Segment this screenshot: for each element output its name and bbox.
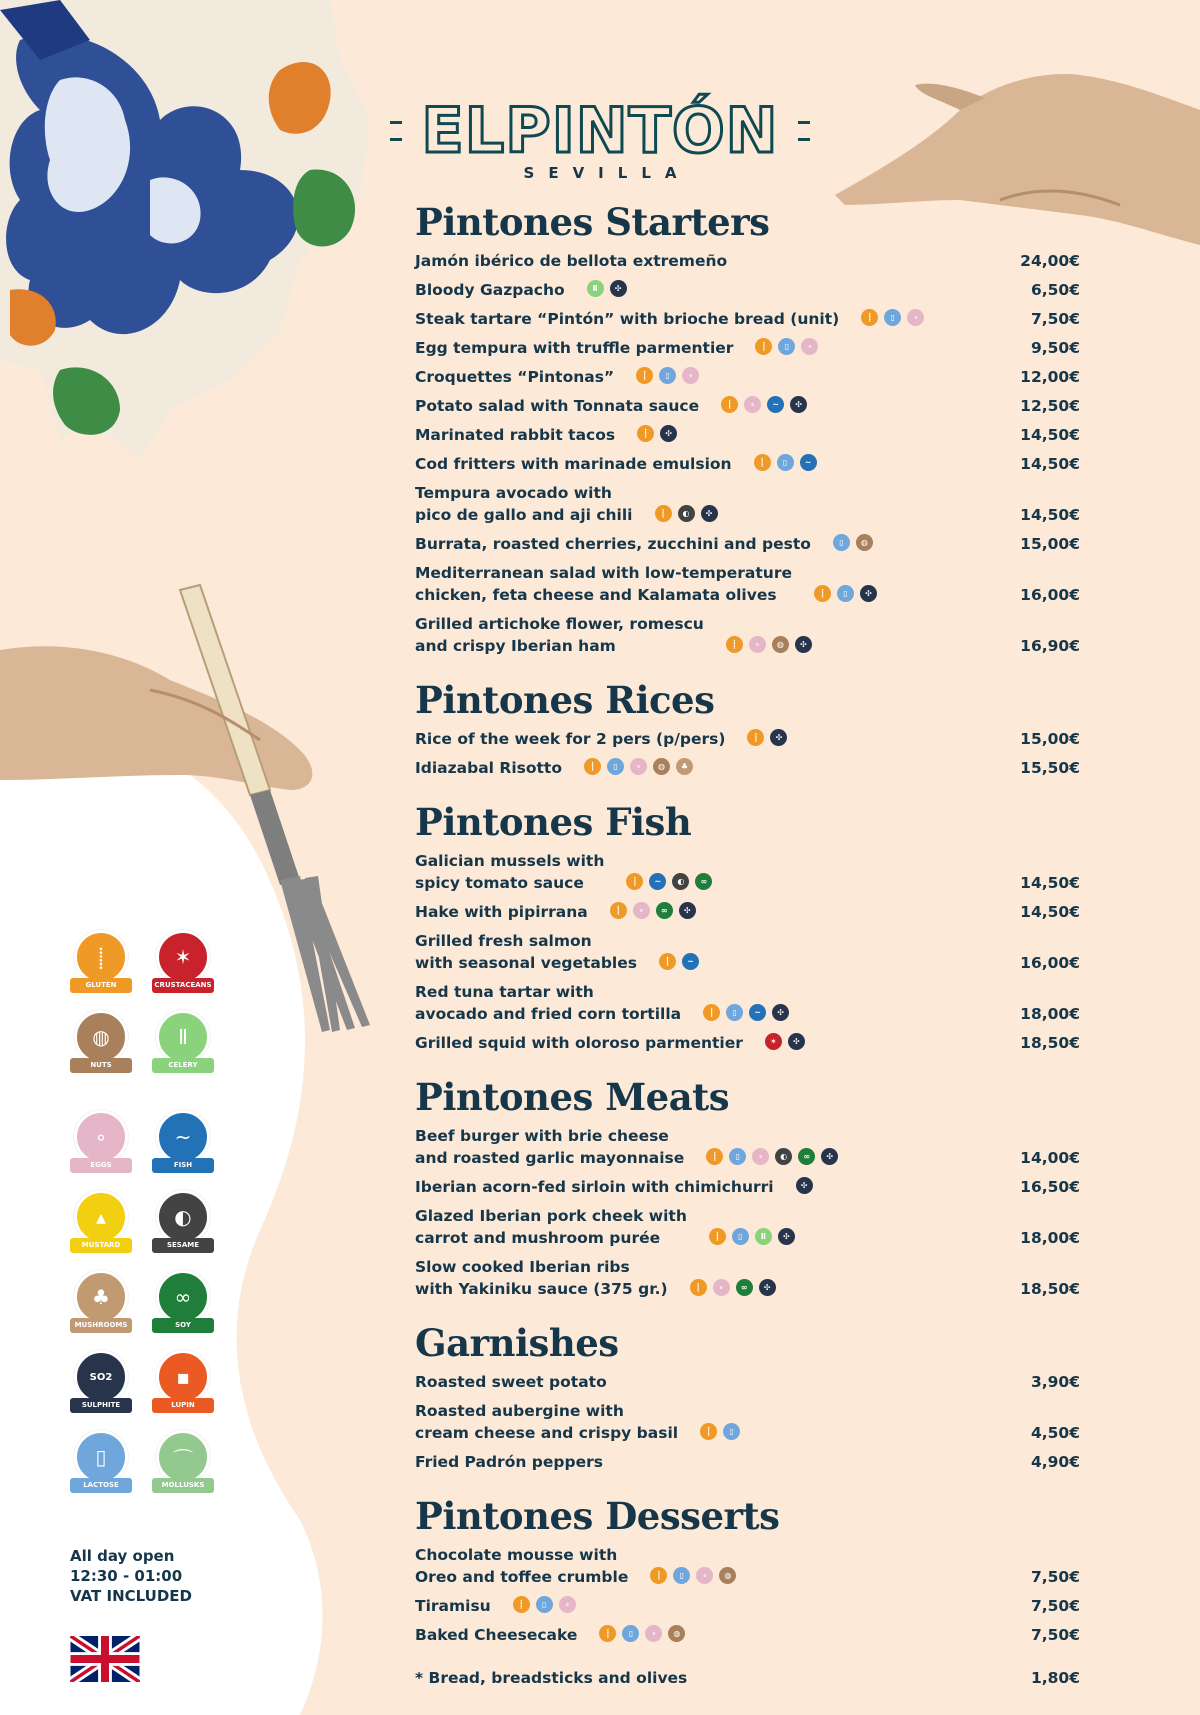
section-title: Pintones Rices (415, 678, 715, 722)
allergen-icons (747, 729, 787, 746)
lactose-icon: ▯ (833, 534, 850, 551)
allergen-icons (655, 505, 718, 522)
allergen-icons (706, 1148, 838, 1165)
fish-icon: ~ (800, 454, 817, 471)
lactose-icon: ▯ (884, 309, 901, 326)
celery-icon: Ⅱ (755, 1228, 772, 1245)
allergen-icons (626, 873, 712, 890)
sesame-icon: ◐ (672, 873, 689, 890)
legend-crustaceans (152, 930, 214, 1002)
menu-item-price: 24,00€ (1020, 252, 1080, 270)
menu-item-price: 18,50€ (1020, 1034, 1080, 1052)
lactose-icon: ▯ (659, 367, 676, 384)
menu-item (415, 977, 1080, 1028)
brand-city: SEVILLA (523, 164, 691, 182)
gluten-icon: ⸽ (637, 425, 654, 442)
milk-icon: ▯ (74, 1430, 128, 1484)
fish-icon: ~ (649, 873, 666, 890)
menu-item (415, 1121, 1080, 1172)
brand-name: ELPINTÓN (395, 96, 805, 166)
eggs-icon: ∘ (630, 758, 647, 775)
menu-item-price: 15,50€ (1020, 759, 1080, 777)
allergen-icons (833, 534, 873, 551)
menu-item (415, 529, 1080, 558)
menu-item (415, 449, 1080, 478)
legend-label: MUSHROOMS (70, 1318, 132, 1333)
azulejo-tile-decoration (0, 0, 370, 460)
menu-item-name: Grilled squid with oloroso parmentier (415, 1034, 743, 1052)
section-title: Pintones Fish (415, 800, 692, 844)
gluten-icon: ⸽ (721, 396, 738, 413)
menu-item (415, 420, 1080, 449)
lactose-icon: ▯ (732, 1228, 749, 1245)
soy-icon: ∞ (656, 902, 673, 919)
menu-item-price: 16,00€ (1020, 954, 1080, 972)
allergen-icons (650, 1567, 736, 1584)
menu-list (415, 198, 1080, 1692)
legend-sesame (152, 1190, 214, 1262)
lobster-icon: ✶ (156, 930, 210, 984)
soy-icon: ∞ (798, 1148, 815, 1165)
lactose-icon: ▯ (729, 1148, 746, 1165)
legend-gluten (70, 930, 132, 1002)
eggs-icon: ∘ (696, 1567, 713, 1584)
menu-item-price: 14,50€ (1020, 874, 1080, 892)
allergen-icons (636, 367, 699, 384)
menu-item-name: Idiazabal Risotto (415, 759, 562, 777)
legend-lupin (152, 1350, 214, 1422)
menu-item-name: Croquettes “Pintonas” (415, 368, 615, 386)
allergen-icons (584, 758, 693, 775)
eggs-icon: ∘ (907, 309, 924, 326)
sulphite-icon: ✣ (788, 1033, 805, 1050)
allergen-icons (700, 1423, 740, 1440)
menu-item (415, 1367, 1080, 1396)
gluten-icon: ⸽ (726, 636, 743, 653)
menu-item-name: Glazed Iberian pork cheek with carrot and mushroom purée (415, 1207, 687, 1247)
menu-item-name: Roasted sweet potato (415, 1373, 607, 1391)
lactose-icon: ▯ (607, 758, 624, 775)
mushrooms-icon: ♣ (676, 758, 693, 775)
lupin-icon: ▪ (156, 1350, 210, 1404)
menu-item (415, 558, 1080, 609)
menu-item-name: Slow cooked Iberian ribs with Yakiniku sauce (375 gr.) (415, 1258, 668, 1298)
menu-item-name: Bloody Gazpacho (415, 281, 565, 299)
gluten-icon: ⸽ (655, 505, 672, 522)
lactose-icon: ▯ (622, 1625, 639, 1642)
menu-item (415, 1591, 1080, 1620)
menu-item-price: 16,00€ (1020, 586, 1080, 604)
sulphite-icon: ✣ (759, 1279, 776, 1296)
allergen-icons (513, 1596, 576, 1613)
sulphite-icon: ✣ (660, 425, 677, 442)
menu-item (415, 478, 1080, 529)
menu-item-name: Rice of the week for 2 pers (p/pers) (415, 730, 726, 748)
soy-icon: ∞ (695, 873, 712, 890)
legend-label: SOY (152, 1318, 214, 1333)
lactose-icon: ▯ (723, 1423, 740, 1440)
gluten-icon: ⸽ (754, 454, 771, 471)
sulphite-icon: ✣ (770, 729, 787, 746)
info-hours: 12:30 - 01:00 (70, 1567, 183, 1585)
menu-item-name: Tiramisu (415, 1597, 491, 1615)
gluten-icon: ⸽ (709, 1228, 726, 1245)
menu-item-name: Beef burger with brie cheese and roasted garlic mayonnaise (415, 1127, 685, 1167)
menu-item-name: Burrata, roasted cherries, zucchini and pesto (415, 535, 811, 553)
brand-logo (395, 96, 805, 182)
sulphite-icon: SO2 (74, 1350, 128, 1404)
fish-icon: ~ (749, 1004, 766, 1021)
menu-item-price: 7,50€ (1030, 1597, 1080, 1615)
allergen-icons (754, 454, 817, 471)
eggs-icon: ∘ (752, 1148, 769, 1165)
gluten-icon: ⸽ (755, 338, 772, 355)
menu-item (415, 275, 1080, 304)
legend-label: SESAME (152, 1238, 214, 1253)
sesame-icon: ◐ (775, 1148, 792, 1165)
soy-icon: ∞ (736, 1279, 753, 1296)
allergen-icons (796, 1177, 813, 1194)
nuts-icon: ◍ (719, 1567, 736, 1584)
menu-item-name: Egg tempura with truffle parmentier (415, 339, 734, 357)
gluten-icon: ⸽ (814, 585, 831, 602)
legend-nuts (70, 1010, 132, 1082)
eggs-icon: ∘ (633, 902, 650, 919)
menu-item-price: 12,50€ (1020, 397, 1080, 415)
legend-lactose (70, 1430, 132, 1502)
legend-sulphite (70, 1350, 132, 1422)
eggs-icon: ∘ (74, 1110, 128, 1164)
sesame-icon: ◐ (156, 1190, 210, 1244)
sulphite-icon: ✣ (796, 1177, 813, 1194)
legend-label: SULPHITE (70, 1398, 132, 1413)
nuts-icon: ◍ (856, 534, 873, 551)
legend-fish (152, 1110, 214, 1182)
lactose-icon: ▯ (837, 585, 854, 602)
allergen-icons (637, 425, 677, 442)
menu-item (415, 1620, 1080, 1649)
menu-item-price: 18,50€ (1020, 1280, 1080, 1298)
gluten-icon: ⸽ (584, 758, 601, 775)
gluten-icon: ⸽ (659, 953, 676, 970)
menu-item-price: 4,90€ (1030, 1453, 1080, 1471)
sesame-icon: ◐ (678, 505, 695, 522)
menu-item-name: Roasted aubergine with cream cheese and crispy basil (415, 1402, 679, 1442)
nuts-icon: ◍ (772, 636, 789, 653)
bread-note-price: 1,80€ (1030, 1669, 1080, 1687)
menu-item-price: 14,50€ (1020, 426, 1080, 444)
menu-item-name: Marinated rabbit tacos (415, 426, 616, 444)
wheat-icon: ⸽ (74, 930, 128, 984)
eggs-icon: ∘ (682, 367, 699, 384)
eggs-icon: ∘ (744, 396, 761, 413)
menu-item (415, 1252, 1080, 1303)
legend-mushrooms (70, 1270, 132, 1342)
menu-item (415, 1201, 1080, 1252)
sulphite-icon: ✣ (772, 1004, 789, 1021)
legend-label: NUTS (70, 1058, 132, 1073)
allergen-icons (587, 280, 627, 297)
menu-item (415, 724, 1080, 753)
allergen-icons (709, 1228, 795, 1245)
allergen-icons (659, 953, 699, 970)
menu-item (415, 362, 1080, 391)
legend-eggs (70, 1110, 132, 1182)
lactose-icon: ▯ (536, 1596, 553, 1613)
celery-icon: Ⅱ (156, 1010, 210, 1064)
sulphite-icon: ✣ (778, 1228, 795, 1245)
mushroom-icon: ♣ (74, 1270, 128, 1324)
legend-label: FISH (152, 1158, 214, 1173)
menu-item-price: 14,50€ (1020, 455, 1080, 473)
menu-item-price: 4,50€ (1030, 1424, 1080, 1442)
sulphite-icon: ✣ (610, 280, 627, 297)
section-title: Pintones Starters (415, 200, 770, 244)
menu-item-price: 7,50€ (1030, 1568, 1080, 1586)
menu-item-name: Iberian acorn-fed sirloin with chimichurri (415, 1178, 774, 1196)
menu-item (415, 926, 1080, 977)
gluten-icon: ⸽ (703, 1004, 720, 1021)
legend-mustard (70, 1190, 132, 1262)
menu-item-name: Galician mussels with spicy tomato sauce (415, 852, 605, 892)
allergen-icons (861, 309, 924, 326)
legend-label: EGGS (70, 1158, 132, 1173)
eggs-icon: ∘ (559, 1596, 576, 1613)
legend-label: MUSTARD (70, 1238, 132, 1253)
menu-item-price: 15,00€ (1020, 730, 1080, 748)
eggs-icon: ∘ (749, 636, 766, 653)
menu-item-price: 18,00€ (1020, 1229, 1080, 1247)
menu-item-price: 7,50€ (1030, 310, 1080, 328)
menu-item (415, 609, 1080, 660)
legend-label: LACTOSE (70, 1478, 132, 1493)
lactose-icon: ▯ (777, 454, 794, 471)
eggs-icon: ∘ (713, 1279, 730, 1296)
menu-item-price: 15,00€ (1020, 535, 1080, 553)
fish-icon: ~ (682, 953, 699, 970)
menu-item-name: Potato salad with Tonnata sauce (415, 397, 700, 415)
soy-icon: ∞ (156, 1270, 210, 1324)
section-title: Pintones Meats (415, 1075, 730, 1119)
opening-info (70, 1546, 192, 1606)
allergen-icons (599, 1625, 685, 1642)
sulphite-icon: ✣ (790, 396, 807, 413)
section-title: Pintones Desserts (415, 1494, 780, 1538)
sulphite-icon: ✣ (860, 585, 877, 602)
menu-item-name: Grilled fresh salmon with seasonal vegetables (415, 932, 637, 972)
gluten-icon: ⸽ (706, 1148, 723, 1165)
sulphite-icon: ✣ (821, 1148, 838, 1165)
sulphite-icon: ✣ (795, 636, 812, 653)
menu-item-price: 14,50€ (1020, 903, 1080, 921)
menu-item-name: Steak tartare “Pintón” with brioche bread (unit) (415, 310, 840, 328)
gluten-icon: ⸽ (610, 902, 627, 919)
menu-item-price: 12,00€ (1020, 368, 1080, 386)
info-vat: VAT INCLUDED (70, 1587, 192, 1605)
legend-celery (152, 1010, 214, 1082)
allergen-icons (765, 1033, 805, 1050)
menu-item-price: 16,90€ (1020, 637, 1080, 655)
menu-item-name: Grilled artichoke flower, romescu and crispy Iberian ham (415, 615, 704, 655)
gluten-icon: ⸽ (599, 1625, 616, 1642)
gluten-icon: ⸽ (650, 1567, 667, 1584)
menu-item (415, 1028, 1080, 1057)
gluten-icon: ⸽ (513, 1596, 530, 1613)
menu-item (415, 1540, 1080, 1591)
legend-label: MOLLUSKS (152, 1478, 214, 1493)
menu-item (415, 1447, 1080, 1476)
menu-item (415, 333, 1080, 362)
allergen-icons (721, 396, 807, 413)
bread-note-text: * Bread, breadsticks and olives (415, 1669, 688, 1687)
menu-item-name: Red tuna tartar with avocado and fried corn tortilla (415, 983, 682, 1023)
menu-item-price: 6,50€ (1030, 281, 1080, 299)
gluten-icon: ⸽ (861, 309, 878, 326)
allergen-icons (690, 1279, 776, 1296)
celery-icon: Ⅱ (587, 280, 604, 297)
menu-item-name: Chocolate mousse with Oreo and toffee crumble (415, 1546, 629, 1586)
allergen-icons (726, 636, 812, 653)
allergen-icons (755, 338, 818, 355)
legend-label: CELERY (152, 1058, 214, 1073)
fish-icon: ~ (767, 396, 784, 413)
menu-item (415, 846, 1080, 897)
allergen-icons (703, 1004, 789, 1021)
eggs-icon: ∘ (645, 1625, 662, 1642)
menu-item (415, 753, 1080, 782)
menu-item-name: Baked Cheesecake (415, 1626, 578, 1644)
menu-item-name: Cod fritters with marinade emulsion (415, 455, 732, 473)
info-open-label: All day open (70, 1547, 175, 1565)
menu-item (415, 304, 1080, 333)
allergen-icons (610, 902, 696, 919)
menu-item (415, 897, 1080, 926)
legend-label: LUPIN (152, 1398, 214, 1413)
bread-note (415, 1663, 1080, 1692)
fish-icon: ~ (156, 1110, 210, 1164)
gluten-icon: ⸽ (747, 729, 764, 746)
sulphite-icon: ✣ (701, 505, 718, 522)
nuts-icon: ◍ (668, 1625, 685, 1642)
menu-item-price: 14,00€ (1020, 1149, 1080, 1167)
legend-mollusks (152, 1430, 214, 1502)
menu-item-name: Tempura avocado with pico de gallo and aji chili (415, 484, 633, 524)
menu-item (415, 1172, 1080, 1201)
allergen-icons (814, 585, 877, 602)
menu-item (415, 246, 1080, 275)
menu-item-name: Fried Padrón peppers (415, 1453, 603, 1471)
lactose-icon: ▯ (778, 338, 795, 355)
gluten-icon: ⸽ (690, 1279, 707, 1296)
sulphite-icon: ✣ (679, 902, 696, 919)
menu-item-price: 3,90€ (1030, 1373, 1080, 1391)
crustaceans-icon: ✶ (765, 1033, 782, 1050)
menu-item-name: Jamón ibérico de bellota extremeño (415, 252, 728, 270)
legend-label: CRUSTACEANS (152, 978, 214, 993)
lactose-icon: ▯ (673, 1567, 690, 1584)
menu-item-price: 16,50€ (1020, 1178, 1080, 1196)
shell-icon: ⌒ (156, 1430, 210, 1484)
menu-item-name: Hake with pipirrana (415, 903, 588, 921)
gluten-icon: ⸽ (700, 1423, 717, 1440)
menu-item-price: 7,50€ (1030, 1626, 1080, 1644)
gluten-icon: ⸽ (636, 367, 653, 384)
mustard-icon: ▴ (74, 1190, 128, 1244)
legend-soy (152, 1270, 214, 1342)
menu-item (415, 1396, 1080, 1447)
legend-label: GLUTEN (70, 978, 132, 993)
almond-icon: ◍ (74, 1010, 128, 1064)
menu-item (415, 391, 1080, 420)
lactose-icon: ▯ (726, 1004, 743, 1021)
menu-item-price: 14,50€ (1020, 506, 1080, 524)
menu-item-price: 9,50€ (1030, 339, 1080, 357)
gluten-icon: ⸽ (626, 873, 643, 890)
nuts-icon: ◍ (653, 758, 670, 775)
menu-item-price: 18,00€ (1020, 1005, 1080, 1023)
menu-item-name: Mediterranean salad with low-temperature chicken, feta cheese and Kalamata olives (415, 564, 792, 604)
eggs-icon: ∘ (801, 338, 818, 355)
section-title: Garnishes (415, 1321, 619, 1365)
uk-flag-icon[interactable] (70, 1636, 140, 1682)
